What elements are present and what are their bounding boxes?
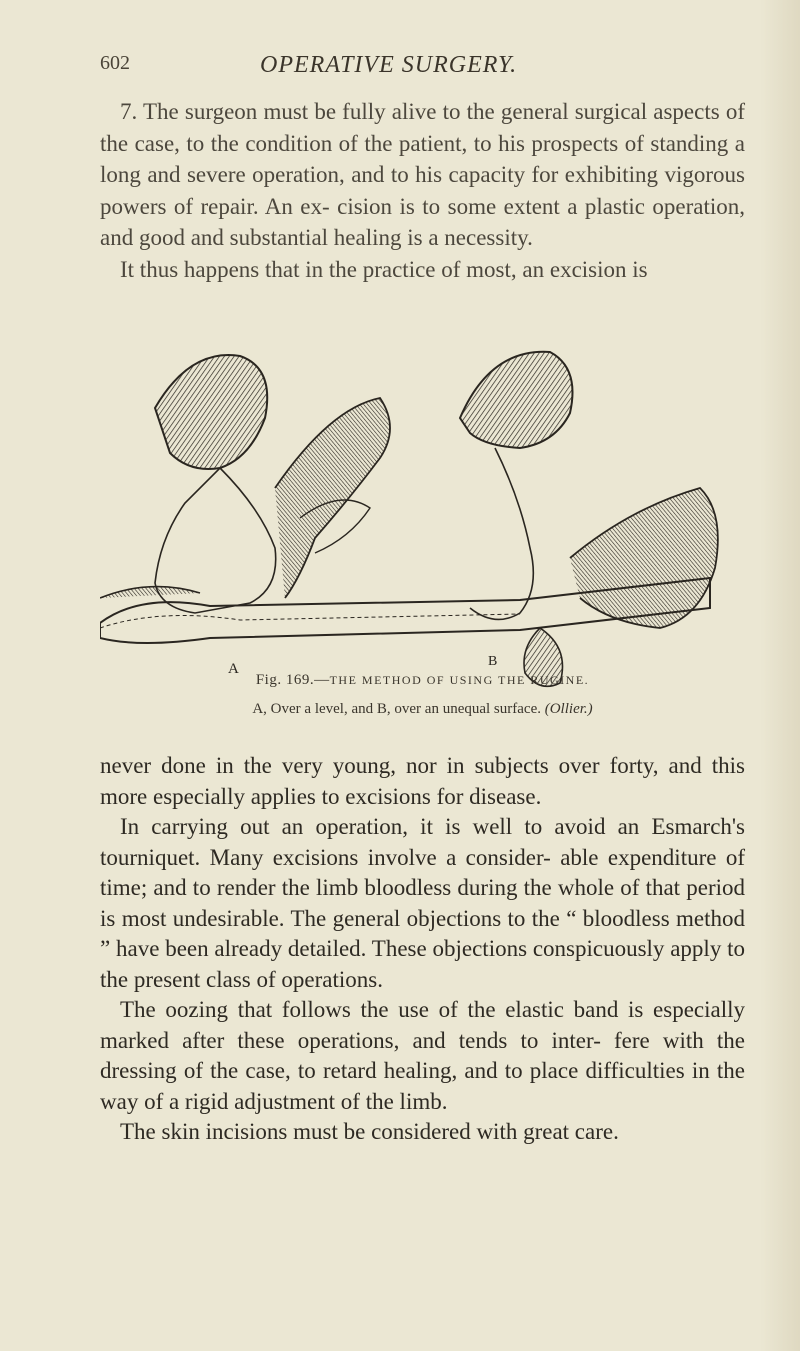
- figure-caption-title: [100, 672, 745, 689]
- hand-a-drawing: [155, 355, 390, 613]
- page-edge-shading: [760, 0, 800, 1351]
- page-number: 602: [100, 52, 130, 74]
- figure-rugine-illustration: [100, 338, 745, 693]
- figure-label-a: A: [228, 661, 239, 677]
- figure-source: (Ollier.): [544, 701, 593, 717]
- paragraph-oozing: The oozing that follows the use of the elastic band is especially marked after these operations, and tends to inter- fere with the dressing of the case, to retard healing, and to place difficulties in the way of a rigid adjustment of the limb.: [100, 997, 745, 1114]
- figure-number: Fig. 169.—: [255, 672, 330, 688]
- figure-caption-description: [100, 701, 745, 718]
- page-header: [100, 52, 740, 82]
- paragraph-tourniquet: In carrying out an operation, it is well to avoid an Esmarch's tourniquet. Many excisions involve a consider- able expenditure of time; and to render the limb bloodless during the whole of that period is most undesirable. The general objections to the “ bloodless method ” have been already detailed. These objections conspicuously apply to the present class of operations.: [100, 814, 745, 992]
- figure-title: THE METHOD OF USING THE RUGINE.: [329, 673, 590, 687]
- paragraph-continued: never done in the very young, nor in subjects over forty, and this more especially applies to excisions for disease.: [100, 753, 745, 809]
- figure-description: A, Over a level, and B, over an unequal surface.: [252, 701, 541, 717]
- paragraph-skin-incisions: The skin incisions must be considered with great care.: [120, 1119, 619, 1144]
- text-block-top: [100, 96, 745, 285]
- figure-label-b: B: [488, 654, 498, 669]
- running-title: OPERATIVE SURGERY.: [260, 52, 518, 78]
- paragraph-excision-lead: It thus happens that in the practice of most, an excision is: [120, 256, 648, 282]
- text-block-bottom: [100, 751, 745, 1148]
- rugine-engraving: [100, 338, 745, 693]
- hand-b-drawing: [460, 352, 718, 687]
- paragraph-7: 7. The surgeon must be fully alive to the general surgical aspects of the case, to the condition of the patient, to his prospects of standing a long and severe operation, and to his capacity for exhibiting vigorous powers of repair. An ex- cision is to some extent a plastic operation, and good and substantial healing is a necessity.: [100, 99, 745, 250]
